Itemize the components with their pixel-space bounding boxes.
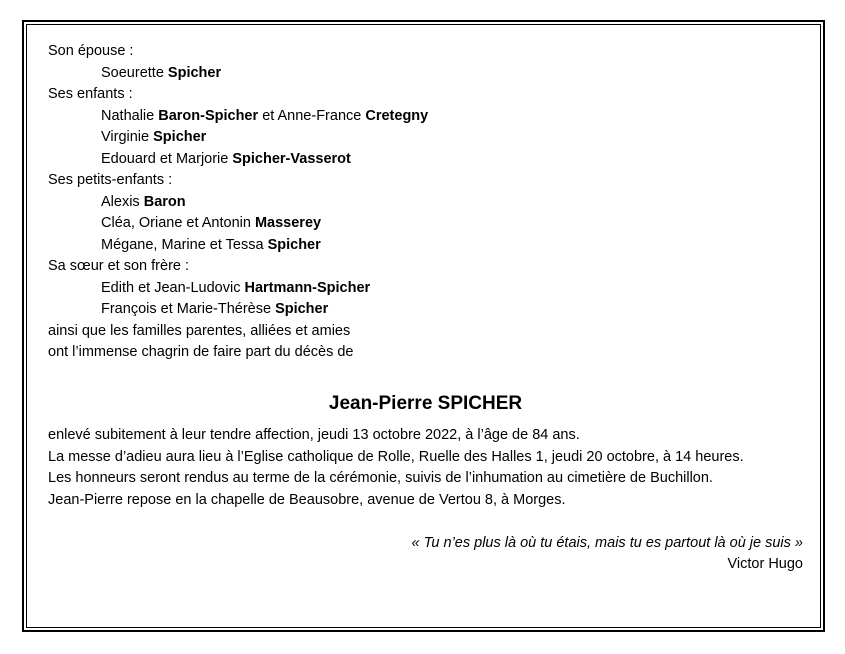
children-heading: Ses enfants : (48, 86, 133, 102)
surname: Spicher (267, 236, 321, 253)
given-names: Cléa, Oriane et Antonin (101, 215, 251, 231)
child-entry (48, 127, 803, 149)
given-names: Mégane, Marine et Tessa (101, 236, 264, 253)
given-names-partner: et Anne-France (262, 107, 362, 124)
surname: Baron (143, 193, 186, 210)
given-names: Nathalie (101, 107, 155, 124)
deceased-name: Jean-Pierre SPICHER (328, 393, 523, 414)
detail-line: Jean-Pierre repose en la chapelle de Beausobre, avenue de Vertou 8, à Morges. (48, 491, 566, 508)
detail-line: La messe d’adieu aura lieu à l’Eglise catholique de Rolle, Ruelle des Halles 1, jeudi 20 octobre, à 14 heures. (48, 448, 744, 465)
given-names: Alexis (101, 193, 140, 210)
siblings-heading: Sa sœur et son frère : (48, 258, 190, 274)
grandchildren-heading: Ses petits-enfants : (48, 172, 173, 188)
child-entry (48, 149, 803, 171)
sibling-entry (48, 278, 803, 300)
quote-author: Victor Hugo (727, 556, 803, 572)
surname: Spicher (153, 129, 207, 145)
obituary-notice (48, 41, 803, 576)
given-names: Edouard et Marjorie (101, 150, 229, 167)
grandchild-entry (48, 213, 803, 235)
child-entry (48, 106, 803, 128)
surname: Hartmann-Spicher (244, 279, 371, 296)
closing-line: ainsi que les familles parentes, alliées et amies (48, 322, 351, 339)
spouse-heading: Son épouse : (48, 43, 134, 59)
given-names: Soeurette (101, 64, 164, 81)
closing-line: ont l’immense chagrin de faire part du décès de (48, 344, 354, 360)
detail-line: Les honneurs seront rendus au terme de la cérémonie, suivis de l’inhumation au cimetière de Buchillon. (48, 470, 713, 486)
surname: Masserey (254, 215, 322, 231)
surname: Spicher-Vasserot (232, 150, 351, 167)
given-names: François et Marie-Thérèse (101, 301, 272, 317)
given-names: Edith et Jean-Ludovic (101, 279, 241, 296)
spouse-entry (48, 63, 803, 85)
grandchild-entry (48, 235, 803, 257)
sibling-entry (48, 299, 803, 321)
surname: Baron-Spicher (158, 107, 259, 124)
surname: Spicher (167, 64, 222, 81)
surname: Spicher (275, 301, 329, 317)
given-names: Virginie (101, 129, 150, 145)
grandchild-entry (48, 192, 803, 214)
surname-partner: Cretegny (365, 107, 429, 124)
detail-line: enlevé subitement à leur tendre affection, jeudi 13 octobre 2022, à l’âge de 84 ans. (48, 427, 580, 443)
quote-text: « Tu n’es plus là où tu étais, mais tu es partout là où je suis » (411, 534, 803, 551)
